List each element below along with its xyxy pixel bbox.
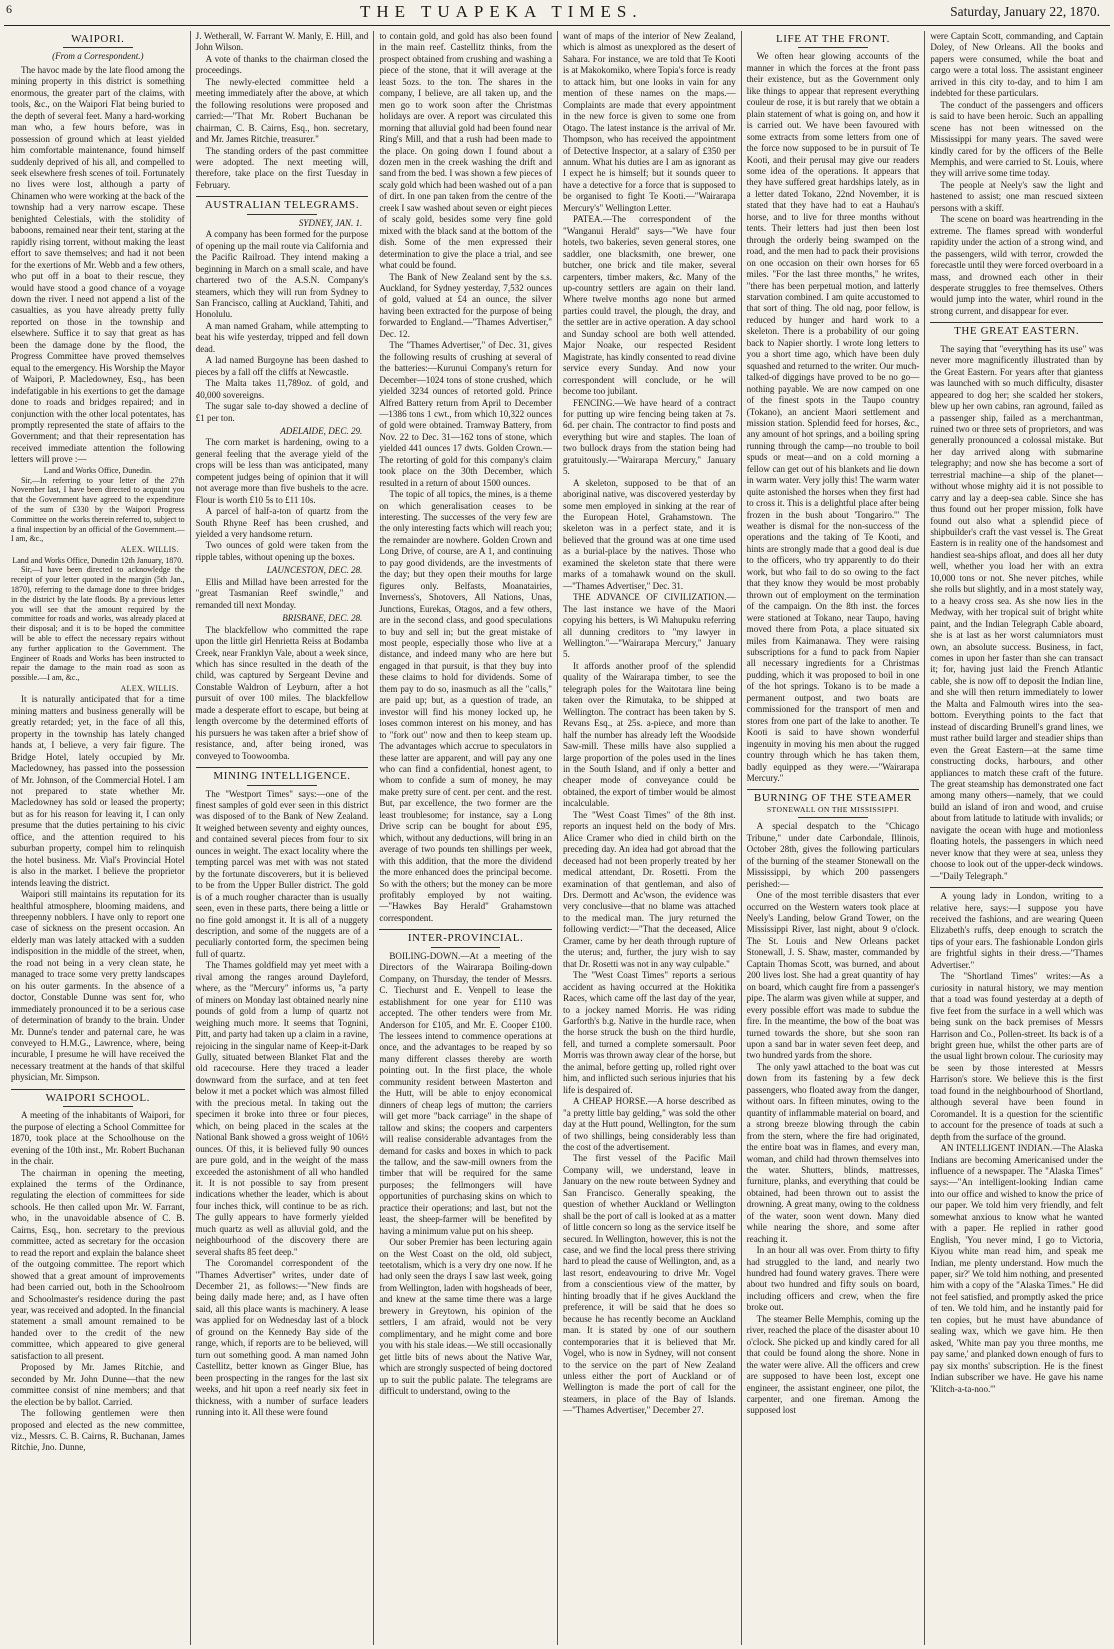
paragraph: PATEA.—The correspondent of the "Wanganui Herald" says—"We have four hotels, two bakeries, seven general stores, one saddler, one blacksmith, one brewer, one butcher, one brick and tile maker, several carpenters, timber makers, &c. Many of the up-country settlers are again on their land. Where twelve months ago none but armed parties could travel, the plough, the dray, and the settler are in active operation. A day school and Sunday school are both well attended. Major Noake, our respected Resident Magistrate, has kindly consented to read divine service every Sunday. And now your correspondent will conclude, or he will become too jubilant. xyxy=(563,214,736,397)
paragraph: The "West Coast Times" reports a serious accident as having occurred at the Hokitika Races, which came off the last day of the year, to a jockey named Morris. He was riding Garforth's b.g. Native in the hurdle race, when the horse struck the bush on the third hurdle, fell, and turned a complete somersault. Poor Morris was thrown away clear of the horse, but the animal, before getting up, rolled right over him, and inflicted such serious injuries that his life is despaired of. xyxy=(563,970,736,1095)
article-headline: WAIPORI. xyxy=(71,33,125,45)
article-headline: INTER-PROVINCIAL. xyxy=(407,932,524,945)
paragraph: The blackfellow who committed the rape upon the little girl Henrietta Reiss at Bodamba Creek, near Franklyn Vale, about a week since, which has since resulted in the death of the child, was captured by Sergeant Devine and Constable Waldron of Leyburn, after a hot pursuit of over 100 miles. The blackfellow made a desperate effort to escape, but being at length overcome by the determined efforts of his pursuers he was taken after a brief show of resistance, and, after being ironed, was conveyed to Toowoomba. xyxy=(195,624,369,761)
paragraph: A meeting of the inhabitants of Waipori, for the purpose of electing a School Committee for 1870, took place at the Schoolhouse on the evening of the 10th inst., Mr. Robert Buchanan in the chair. xyxy=(11,1110,185,1167)
article-subheadline: STONEWALL ON THE MISSISSIPPI. xyxy=(766,804,900,814)
headline-rule xyxy=(63,1106,132,1107)
paragraph: Waipori still maintains its reputation for its healthful atmosphere, blooming maidens, and threepenny nobblers. I have only to report one case of sickness on the present occasion. An elderly man was lately attacked with a sudden indisposition in the middle of the street, when, the road not being in a very clean state, he managed to trace some very pretty landscapes on his outer garments. In the absence of a doctor, Constable Dunne was sent for, who immediately pronounced it to be a serious case of determination of brandy to the brain. Under Mr. Dunne's tender and paternal care, he was conveyed to H.M.G., Lawrence, where, being incurable, I presume he will have received the necessary treatment at the hands of that skilful physician, Mr. Simpson. xyxy=(11,889,185,1083)
column-2 xyxy=(190,31,374,1645)
newspaper-title: THE TUAPEKA TIMES. xyxy=(360,2,643,21)
section-divider xyxy=(379,929,552,930)
paragraph: The first vessel of the Pacific Mail Company will, we understand, leave in January on the new route between Sydney and San Francisco. Generally speaking, the question of whether Auckland or Wellington shall be the port of call is looked at as a matter of little concern so long as the service itself be secured. In Wellington, however, this is not the case, and we find the local press there striving hard to plead the cause of Wellington, and, as a last resort, endeavouring to drive Mr. Vogel from a conscientious view of the matter, by hinting broadly that if he gives Auckland the preference, it will be said that he does so because he has recently become an Auckland man. It is stated by one of our southern contemporaries that it is believed that Mr. Vogel, who is now in Sydney, will not consent to the service on the part of New Zealand unless either the port of Auckland or of Wellington is made the port of call for the steamers, in place of the Bay of Islands.—"Thames Advertiser," December 27. xyxy=(563,1153,736,1416)
paragraph: Our sober Premier has been lecturing again on the West Coast on the old, old subject, teetotalism, which is a very dry one now. If he had only seen the drays I saw last week, going from Wellington, laden with hogsheads of beer, and knew at the same time there was a large brewery in Greytown, his opinion of the settlers, I am afraid, would not be very complimentary, and he might come and bore you with his stale ideas.—We still occasionally get little bits of news about the Native War, which are strongly suspected of being doctored up to suit the public palate. The telegrams are difficult to understand, owing to the xyxy=(379,1237,552,1397)
dateline: SYDNEY, JAN. 1. xyxy=(298,217,363,228)
paragraph: The scene on board was heartrending in the extreme. The flames spread with wonderful rapidity under the action of a strong wind, and the passengers, wild with terror, crowded the forecastle until they were forced overboard in a mass, and drowned each other in their desperate struggles to free themselves. Others would jump into the water, whirl round in the strong current, and disappear for ever. xyxy=(930,214,1103,316)
paragraph: A lad named Burgoyne has been dashed to pieces by a fall off the cliffs at Newcastle. xyxy=(195,355,369,377)
letter-heading: Land and Works Office, Dunedin 12th January, 1870. xyxy=(12,555,184,565)
dateline: BRISBANE, DEC. 28. xyxy=(282,613,363,624)
paragraph: A parcel of half-a-ton of quartz from the South Rhyne Reef has been crushed, and yielded a very handsome return. xyxy=(195,506,369,540)
column-4 xyxy=(557,31,741,1645)
columns xyxy=(6,31,1108,1645)
paragraph: The Bank of New Zealand sent by the s.s. Auckland, for Sydney yesterday, 7,532 ounces of gold, valued at £4 an ounce, the silver having been extracted for the purpose of being forwarded to England.—"Thames Advertiser," Dec. 12. xyxy=(379,271,552,339)
article-headline: LIFE AT THE FRONT. xyxy=(775,33,891,45)
letter-heading: Land and Works Office, Dunedin. xyxy=(43,465,153,475)
paragraph: A skeleton, supposed to be that of an aboriginal native, was discovered yesterday by some men employed in sinking at the rear of the European Hotel, Grahamstown. The skeleton was in a perfect state, and it is believed that the ground was at one time used as a burial-place by the natives. Those who examined the skeleton state that there were marks of a tomahawk wound on the skull.—"Thames Advertiser," Dec. 31. xyxy=(563,477,736,591)
issue-date: Saturday, January 22, 1870. xyxy=(950,4,1100,19)
paragraph-continued: were Captain Scott, commanding, and Captain Doley, of New Orleans. All the books and papers were consumed, while the boat and cargo were a total loss. The assistant engineer arrived in this city to-day, and to him I am indebted for these particulars. xyxy=(930,31,1103,99)
letter-body: Sir,—I have been directed to acknowledge the receipt of your letter quoted in the margin (5th Jan., 1870), referring to the damage done to three bridges in the district by the late floods. By a previous letter you will see that the amount required by the committee for roads and works, was already placed at their disposal; and it is to be hoped the committee will be able to effect the necessary repairs without any further application to the Government. The Engineer of Roads and Works has been instructed to repair the damage to the main road as soon as possible.—I am, &c., xyxy=(11,565,185,683)
paragraph: The conduct of the passengers and officers is said to have been heroic. Such an appalling scene has not been witnessed on the Mississippi for many years. The saved were kindly cared for by the officers of the Belle Memphis, and were carried to St. Louis, where they will arrive some time today. xyxy=(930,99,1103,179)
letter-signature: ALEX. WILLIS. xyxy=(120,683,179,693)
paragraph: The standing orders of the past committee were adopted. The next meeting will, therefore, take place on the first Tuesday in February. xyxy=(195,145,369,190)
section-divider xyxy=(930,887,1103,888)
paragraph: It is naturally anticipated that for a time mining matters and business generally will be greatly retarded; yet, in the face of all this, property in the township has lately changed hands at, I believe, a very fair figure. The Bridge Hotel, lately occupied by Mr. Macledowney, has passed into the possession of Mr. Johnson, of the Commercial Hotel. I am not prepared to state whether Mr. Macledowney has sold or leased the property; but as for his reason for leaving it, I can only presume that the duties pertaining to his civic office, and the attention required to his suburban property, compel him to relinquish the hotel business. Mr. Vial's Provincial Hotel is also in the market. I believe the proprietor intends leaving the district. xyxy=(11,694,185,888)
paragraph: The havoc made by the late flood among the mining property in this district is something enormous, the greater part of the claims, with tools, &c., on the Waipori Flat being buried to the depth of several feet. Many a hard-working man who, a few hours before, was in possession of ground which at least yielded him comfortable maintenance, found himself suddenly deprived of his all, and compelled to seek elsewhere fresh scenes of toil. Fortunately no lives were lost, although a party of Chinamen who were working at the back of the township had a very narrow escape. These benighted Celestials, with the stolidity of baboons, remained near their tent, staring at the rapidly rising torrent, without making the least effort to save themselves; and had it not been for the exertions of Mr. Webb and a few others, who put off in a boat to their rescue, they would have stood a good chance of a voyage down the river. I need not append a list of the casualties, as you have already pretty fully reported on those in the township and elsewhere. Suffice it to say that great as has been the damage done by the flood, the Progress Committee have proved themselves equal to the emergency. His Worship the Mayor of Waipori, P. Macledowney, Esq., has been indefatigable in his exertions to get the damage done to roads and bridges repaired; and in conjunction with the other local potentates, has promptly represented the state of affairs to the Government; and that their representation has received immediate attention the following letters will prove :— xyxy=(11,64,185,465)
paragraph: A company has been formed for the purpose of opening up the mail route via California and the Pacific Railroad. They intend making a beginning in March on a small scale, and have chartered two of the A.S.N. Company's steamers, which they will run from Sydney to San Francisco, calling at Auckland, Tahiti, and Honolulu. xyxy=(195,229,369,320)
paragraph: The saying that "everything has its use" was never more magnificently illustrated than by the Great Eastern. For years after that giantess was launched with so much difficulty, disaster appeared to dog her; she scalded her stokers, blew up her own cabins, ran aground, failed as a passenger ship, failed as a merchantman, ruined two or three sets of proprietors, and was generally pronounced a colossal mistake. But her day arrived along with submarine telegraphy; and now she has become a sort of terrestrial machine—a ship of the planet—without whose mighty aid it is not possible to carry and lay a deep-sea cable. Since she has thus found out her proper mission, folk have found out also what a splendid piece of shipbuilder's craft the vast vessel is. The Great Eastern is in reality one of the handsomest and handiest sea-ships afloat, and does all her duty well, whether you load her with an extra 10,000 tons or not. She never pitches, while she rolls but slightly, and in a most stately way, to a heavy cross sea. As she now lies in the Medway, with her tropical suit of bright white paint, and the Indian Telegraph Cable aboard, she is at last as her worst calumniators must own, an absolute success. Business, in fact, comes in upon her faster than she can transact it; for, having just laid the French Atlantic cable, she is now off to deposit the Indian line, and she will then return immediately to lower the Malta and Falmouth wires into the sea-bottom. Everything points to the fact that instead of discarding Brunell's grand lines, we must rather build larger and steadier ships than even the Great Eastern—at the same time constructing docks, harbours, and other appliances to match these craft of the future. The great steamship has demonstrated one fact among many others—namely, that we could build an island of iron and wood, and cruise about from latitude to latitude with invalids; or navigate the ocean with huge and motionless floating hotels, the passengers in which need never know that they were at sea, unless they choose to look out of the upper-deck windows.—"Daily Telegraph." xyxy=(930,343,1103,881)
column-6 xyxy=(924,31,1108,1645)
paragraph: BOILING-DOWN.—At a meeting of the Directors of the Wairarapa Boiling-down Company, on Thursday, the tender of Messrs. C. Tiechurst and E. Venpell to lease the establishment for one year for £110 was accepted. The other tenders were from Mr. Anderson for £105, and Mr. E. Cooper £100. The lessees intend to commence operations at once, and the advantages to be reaped by so many different classes thereby are worth pointing out. In the first place, the whole community resident between Masterton and the Hutt, will be able to enjoy economical dinners of cheap legs of mutton; the carriers will get more "back carriage" in the shape of tallow and skins; the coopers and carpenters will realise considerable advantages from the demand for casks and boxes in which to pack the tallow, and the saw-mill owners from the timber that will be required for the same purposes; the fellmongers will have opportunities of purchasing skins on which to practice their operations; and last, but not the least, the sheep-farmer will be benefited by having a minimum value put on his sheep. xyxy=(379,950,552,1236)
paragraph-continued: to contain gold, and gold has also been found in the main reef. Castellitz thinks, from the prospect obtained from crushing and washing a piece of the stone, that it will average at the least 5ozs. to the ton. The shares in the company, I believe, are all taken up, and the men go to work soon after the Christmas holidays are over. A report was circulated this morning that alluvial gold had been found near Ring's Mill, and that a rush had been made to the place. On going down I found about a dozen men in the creek washing the drift and sand from the bed. I was shown a few pieces of scaly gold which had been washed out of a pan of dirt. In one pan taken from the centre of the creek I saw washed about seven or eight pieces of scaly gold, besides some very fine gold mixed with the black sand at the bottom of the dish. Some of the men expressed their determination to give the place a trial, and see what could be found. xyxy=(379,31,552,271)
paragraph: A CHEAP HORSE.—A horse described as "a pretty little bay gelding," was sold the other day at the Hutt pound, Wellington, for the sum of two shillings, being considerably less than the cost of the advertisement. xyxy=(563,1096,736,1152)
paragraph: The Coromandel correspondent of the "Thames Advertiser" writes, under date of December 21, as follows:—"New finds are being daily made here; and, as I have often said, all this place wants is machinery. A lease was applied for on Wednesday last of a block of ground on the Kennedy Bay side of the range, which, if reports are to be believed, will turn out something good. A man named John Castellitz, better known as Ginger Blue, has been prospecting in the ranges for the last six weeks, and hit upon a reef nearly six feet in thickness, with a number of surface leaders running into it. All these were found xyxy=(195,1258,369,1418)
paragraph: The people at Neely's saw the light and hastened to assist; one man rescued sixteen persons with a skiff. xyxy=(930,179,1103,213)
section-divider xyxy=(196,767,369,768)
paragraph: The "Westport Times" says:—one of the finest samples of gold ever seen in this district was disposed of to the Bank of New Zealand. It weighed between seventy and eighty ounces, and contained several pieces from four to six ounces in weight. The exact locality where the tempting parcel was met with was not stated by the fortunate discoverers, but it is believed to be from the Upper Buller district. The gold is of a much rougher character than is usually seen, even in these parts, there being a little or no fine gold amongst it. It is all of a nuggety description, and some of the nuggets are of a peculiarly contorted form, the specimen being full of quartz. xyxy=(195,788,369,959)
paragraph: The newly-elected committee held a meeting immediately after the above, at which the following resolutions were proposed and carried:—"That Mr. Robert Buchanan be chairman, C. B. Cairns, Esq., hon. secretary, and Mr. James Ritchie, treasurer." xyxy=(195,76,369,145)
headline-rule xyxy=(63,47,132,48)
letter-signature: ALEX. WILLIS. xyxy=(120,545,179,555)
masthead-rule xyxy=(4,25,1110,26)
paragraph: A young lady in London, writing to a relative here, says:—I suppose you have received the fashions, and are wearing Queen Elizabeth's ruffs, deep enough to scratch the tips of your ears. The fashionable London girls are frightful sights in their dress.—"Thames Advertiser." xyxy=(930,891,1103,970)
paragraph: THE ADVANCE OF CIVILIZATION.—The last instance we have of the Maori copying his betters, is Wi Mahupuku referring all dunning creditors to "my lawyer in Wellington."—"Wairarapa Mercury," January 5. xyxy=(563,592,736,660)
headline-rule xyxy=(798,817,867,818)
paragraph: In an hour all was over. From thirty to fifty had struggled to the land, and nearly two hundred had found watery graves. There were about two hundred and fifty souls on board, including officers and crew, when the fire broke out. xyxy=(746,1245,920,1313)
paragraph: It affords another proof of the splendid quality of the Wairarapa timber, to see the telegraph poles for the Waitotara line being taken over the Rimutaka, to be shipped at Wellington. The contract has been taken by S. Revans Esq., at 25s. a-piece, and more than half the number has already left the Woodside Saw-mill. These mills have also supplied a large proportion of the poles used in the lines in the South Island, and if only a better and cheaper mode of conveyance could be obtained, the export of timber would be almost incalculable. xyxy=(563,660,736,809)
paragraph: The "Thames Advertiser," of Dec. 31, gives the following results of crushing at several of the batteries:—Kurunui Company's return for December—1024 tons of stone crushed, which yielded 3234 ounces of retorted gold. Prince Alfred Battery return from April to December—1386 tons 1 cwt., from which 10,322 ounces of gold were obtained. Tramway Battery, from Nov. 22 to Dec. 31—162 tons of stone, which yielded 441 ounces 17 dwts. Golden Crown.—The retorting of gold for this company's claim took place on the 30th December, which resulted in a return of about 1500 ounces. xyxy=(379,340,552,488)
dateline: ADELAIDE, DEC. 29. xyxy=(280,425,363,436)
paragraph: Two ounces of gold were taken from the ripple tables, without opening up the boxes. xyxy=(195,540,369,562)
paragraph-continued: J. Wetherall, W. Farrant W. Manly, E. Hill, and John Wilson. xyxy=(195,31,369,53)
paragraph: The steamer Belle Memphis, coming up the river, reached the place of the disaster about 10 o'clock. She picked up and kindly cared for all that could be found along the shore. None in the water were alive. All the officers and crew are supposed to have been lost, except one engineer, the assistant engineer, one pilot, the carpenter, and one fireman. Among the supposed lost xyxy=(746,1313,920,1416)
paragraph: Ellis and Millad have been arrested for the "great Tasmanian Reef swindle," and remanded till next Monday. xyxy=(195,576,369,610)
paragraph: FENCING.—We have heard of a contract for putting up wire fencing being taken at 7s. 6d. per chain. The contractor to find posts and everything but wire and staples. The loan of two bullock drays from the station being had gratuitously.—"Wairarapa Mercury," January 5. xyxy=(563,397,736,477)
letter-body: Sir,—In referring to your letter of the 27th November last, I have been directed to acquaint you that the Government have agreed to the expenditure of the sum of £330 by the Waipori Progress Committee on the works therein referred to, subject to a final inspection by an official of the Government.—I am, &c., xyxy=(11,475,185,544)
dateline: LAUNCESTON, DEC. 28. xyxy=(266,565,363,576)
paragraph: AN INTELLIGENT INDIAN.—The Alaska Indians are becoming Americanised under the influence of a newspaper. The "Alaska Times" says:—"An intelligent-looking Indian came into our office and wished to know the price of our paper. We told him very friendly, and felt somewhat anxious to know what he wanted with a paper. He replied in rather good English, 'You never mind, I go to Victoria, Kiyou white man read him, and speak me Indian, me plenty understand. How much the paper, sir?' We told him nothing, and presented him with a copy of the "Alaska Times." He did not feel satisfied, and promptly asked the price of ten. We told him, and he instantly paid for ten copies, but he must have abundance of sealing wax, which we gave him. He then asked, 'White man pay you three months, me pay same,' and planked down enough of furs to pay six months' subscription. He is the finest Indian subscriber we have. He gave his name 'Klitch-a-ta-noo.'" xyxy=(930,1143,1103,1394)
paragraph: The only yawl attached to the boat was cut down from its fastening by a few deck passengers, who floated away from the danger, without oars. In fifteen minutes, owing to the quantity of inflammable material on board, and a strong breeze blowing through the cabin from the stern, where the fire had originated, the entire boat was in flames, and every man, woman, and child had thrown themselves into the water. Shutters, blinds, mattresses, furniture, planks, and everything that could be obtained, had been thrown out to assist the drowning. A great many, owing to the coldness of the water, soon went down. Many died while nearing the shore, and some after reaching it. xyxy=(746,1061,920,1244)
headline-rule xyxy=(431,947,500,948)
section-divider xyxy=(196,196,369,197)
paragraph: A vote of thanks to the chairman closed the proceedings. xyxy=(195,53,369,76)
headline-rule xyxy=(982,340,1051,341)
paragraph: The topic of all topics, the mines, is a theme on which generalisation ceases to be interesting. The successes of the very few are the only interesting facts which will reach you; the remainder are nowhere. Golden Crown and Long Drive, of course, are A 1, and continuing to pay good dividends, are the investments of the day; but they open their mouths for large figures only. Belfasts, Moanatairies, Inverness's, Shotovers, All Nations, Unas, Junctions, Eurekas, Otagos, and a few others, are in the second class, and good speculations to buy and sell in; but the great mistake of most people, especially those who live at a distance, and indeed many who are here but engaged in that pursuit, is that they buy into these claims to hold for dividends. Some of them pay to do so, inasmuch as all the "calls," are paid up; but, as a question of trade, an investor will find his money locked up, he loses common interest on his money, and has to "fork out" now and then to keep steam up. The advantages which accrue to speculators in these latter are apparent, and will pay any one who can find a confidential, honest agent, to whom to confide a sum of money, he may make pretty sure of cent. per cent. and the rest. But, par excellence, the two former are the least troublesome; for instance, say a Long Drive scrip can be bought for about £95, which, without any deductions, will bring in an average of two pounds ten shillings per week, with this addition, that the more the dividend the more enhanced does the principal become. So with the others; but the money can be more profitably employed by not waiting.—"Hawkes Bay Herald" Grahamstown correspondent. xyxy=(379,489,552,923)
paragraph: The following gentlemen were then proposed and elected as the new committee, viz., Messrs. C. B. Cairns, R. Buchanan, James Ritchie, Jno. Dunne, xyxy=(11,1408,185,1453)
article-headline: WAIPORI SCHOOL. xyxy=(45,1091,150,1104)
section-divider xyxy=(747,789,920,790)
paragraph: The sugar sale to-day showed a decline of £1 per ton. xyxy=(195,401,369,423)
paragraph: A special despatch to the "Chicago Tribune," under date Carbondale, Illinois, October 28th, gives the following particulars of the burning of the steamer Stonewall on the Mississippi, by which 200 passengers perished:— xyxy=(746,821,920,889)
paragraph-continued: want of maps of the interior of New Zealand, which is almost as unexplored as the desert of Sahara. For instance, we are told that Te Kooti is at Makokomiko, where Topia's force is ready to attack him, but one looks in vain for any mention of these names on the maps.—Complaints are made that every appointment in the new force is given to some one from Otago. The latest instance is the arrival of Mr. Thompson, who has received the appointment of Detective Inspector, at a salary of £350 per annum. What his duties are I am as ignorant as I expect he is himself; but it sounds queer to have a detective for a force that is supposed to be organised to fight Te Kooti.—"Wairarapa Mercury's" Wellington Letter. xyxy=(563,31,736,213)
article-headline: MINING INTELLIGENCE. xyxy=(213,770,351,783)
column-1 xyxy=(6,31,190,1645)
column-5 xyxy=(741,31,925,1645)
article-byline: (From a Correspondent.) xyxy=(52,51,144,62)
article-headline: AUSTRALIAN TELEGRAMS. xyxy=(204,199,360,212)
paragraph: The "Shortland Times" writes:—As a curiosity in natural history, we may mention that a toad was found yesterday at a depth of five feet from the surface in a well which was being sunk on the back premises of Messrs Harrison and Co., Pollen-street. Its back is of a bright green hue, whilst the other parts are of the usual light brown colour. The curiosity may be seen by those interested at Messrs Harrison's store. We believe this is the first toad found in the neighbourhood of Shortland, although several have been found in Coromandel. It is a question for the scientific to account for the presence of toads at such a depth from the surface of the ground. xyxy=(930,971,1103,1142)
paragraph: The "West Coast Times" of the 8th inst. reports an inquest held on the body of Mrs. Alice Cramer who died in child birth on the preceding day. An idea had got abroad that the deceased had not been properly treated by her medical attendant, Dr. Rosetti. From the examination of that gentleman, and also of Drs. Dermott and Ac'wson, the evidence was very conclusive—that no blame was attached to the medical man. The jury returned the following verdict:—"That the deceased, Alice Cramer, came by her death through rupture of the uterus; and, further, the jury wish to say that Dr. Rosetti was not in any way culpable." xyxy=(563,809,736,969)
paragraph: A man named Graham, while attempting to beat his wife yesterday, tripped and fell down dead. xyxy=(195,320,369,354)
article-headline: THE GREAT EASTERN. xyxy=(954,325,1080,338)
paragraph: The Thames goldfield may yet meet with a rival among the ranges around Dayleford, where, as the "Mercury" informs us, "a party of miners on Monday last obtained nearly nine pounds of gold from a lump of quartz not weighing much more. It seems that Tognini, Pitt, and party had taken up a claim in a ravine, rejoicing in the singular name of Keep-it-Dark Gully, situated between Blanket Flat and the old racecourse. Here they traced a leader downward from the surface, and at ten feet below it met a pocket which was almost filled with the precious metal. In taking out the specimen it broke into three or four pieces, which, on being placed in the scales at the National Bank showed a gross weight of 106½ ounces. Of this, it is believed fully 90 ounces are pure gold, and in the weight of the mass exceeded the astonishment of all who handled it. It is not possible to say from present indications whether the leader, which is about four inches thick, will continue to be as rich. The gully appears to have formerly yielded much quartz as well as alluvial gold, and the neighbourhood of the discovery there are several shafts 85 feet deep." xyxy=(195,960,369,1257)
paragraph: Proposed by Mr. James Ritchie, and seconded by Mr. John Dunne—that the new committee consist of nine members; and that the election be by ballot. Carried. xyxy=(11,1362,185,1407)
headline-rule xyxy=(247,214,316,215)
paragraph: The Malta takes 11,789oz. of gold, and 40,000 sovereigns. xyxy=(195,378,369,400)
paragraph: One of the most terrible disasters that ever occurred on the Western waters took place at Neely's Landing, below Grand Tower, on the Mississippi River, last night, about 9 o'clock. The St. Louis and New Orleans packet Stonewall, J. S. Shaw, master, commanded by Captain Thomas Scott, was burned, and about 200 lives lost. She had a great quantity of hay on board, which caught fire from a passenger's pipe. The alarm was given while at supper, and every possible effort was made to subdue the fire. In the meantime, the bow of the boat was turned towards the shore, but she soon ran upon a sand bar in water seven feet deep, and two hundred yards from the shore. xyxy=(746,890,920,1061)
masthead xyxy=(60,0,1100,24)
section-divider xyxy=(930,322,1103,323)
page-number: 6 xyxy=(6,2,12,16)
paragraph: The chairman in opening the meeting, explained the terms of the Ordinance, regulating the election of committees for side schools. He then called upon Mr. W. Farrant, who, in the unavoidable absence of C. B. Cairns, Esq., hon. secretary to the previous committee, acted as secretary for the occasion to read the report and explain the balance sheet of the outgoing committee. The report which showed that a great amount of improvements had been carried out, both in the Schoolroom and Schoolmaster's residence during the past year, was received and adopted. In the financial statement a small amount remained to be handed over to the credit of the new committee, which appeared to give general satisfaction to all present. xyxy=(11,1167,185,1361)
headline-rule xyxy=(798,47,867,48)
column-3 xyxy=(373,31,557,1645)
paragraph: The corn market is hardening, owing to a general feeling that the average yield of the crops will be less than was anticipated, many competent judges being of opinion that it will not average more than five bushels to the acre. Flour is worth £10 5s to £11 10s. xyxy=(195,437,369,505)
headline-rule xyxy=(247,785,316,786)
paragraph: We often hear glowing accounts of the manner in which the forces at the front pass their existence, but as the Government only like things to appear that represent everything couleur de rose, it is but rarely that we obtain a plain statement of what is going on, and how it is carried out. We have been favoured with some extracts from some letters from one of the force now supposed to be in pursuit of Te Kooti, and their perusal may give our readers some idea of the operations. It appears that they have suffered great hardships lately, as in a letter dated Tokano, 22nd November, it is stated that they have had to eat a Hauhau's horse, and to live for three months without tents. Their letters had just then been lost through the orderly being swamped on the road, and the men had to pack their provisions on one occasion on their own horses for 65 miles. "For the last three months," he writes, "there has been perpetual motion, and latterly starvation combined. I am quite accustomed to that sort of thing. The old nag, poor fellow, is reduced by hunger and hard work to a skeleton. There is a probability of our going back to Napier shortly. I wrote long letters to you a short time ago, which have been duly squashed and returned to the writer. Our much-talked-of diggings have proved to be no go—nothing payable. We are now camped on one of the finest spots in the Taupo country (Tokano), an ancient Maori settlement and mission station. Splendid feed for horses, &c., any amount of hot springs, and a boiling spring running through the camp—no trouble to boil spuds or meat—and on a cold morning a fellow can get out of his blankets and lie down in warm water. Very jolly this! The warm water quite astonished the horses when they first had to cross it. This is a delightful place after being frozen in the bush about 'Tongariro.'" The weather is dismal for the non-success of the operations and the taking of Te Kooti, and hints are strongly made that a good deal is due to the officers, who try apparently to do their work, but who fail to do so owing to the fact that they know they would be most probably thrown out of employment on the termination of the campaign. On the 8th inst. the forces were stationed at Tokano, near Taupo, having moved there from Pota, a place situated six miles from Kaimanawa. They were raising subscriptions for a fund to pack from Napier all necessary ingredients for a Christmas pudding, which it was proposed to boil in one of the hot springs. Tokano is to be made a permanent outpost, and two boats are commissioned for the transport of men and stores from one part of the lake to another. Te Kooti is said to have shown wonderful ingenuity in moving his men about the rugged country through which he has taken them, badly equipped as they were.—"Wairarapa Mercury." xyxy=(746,51,920,783)
section-divider xyxy=(11,1089,185,1090)
article-headline: BURNING OF THE STEAMER xyxy=(753,792,913,805)
